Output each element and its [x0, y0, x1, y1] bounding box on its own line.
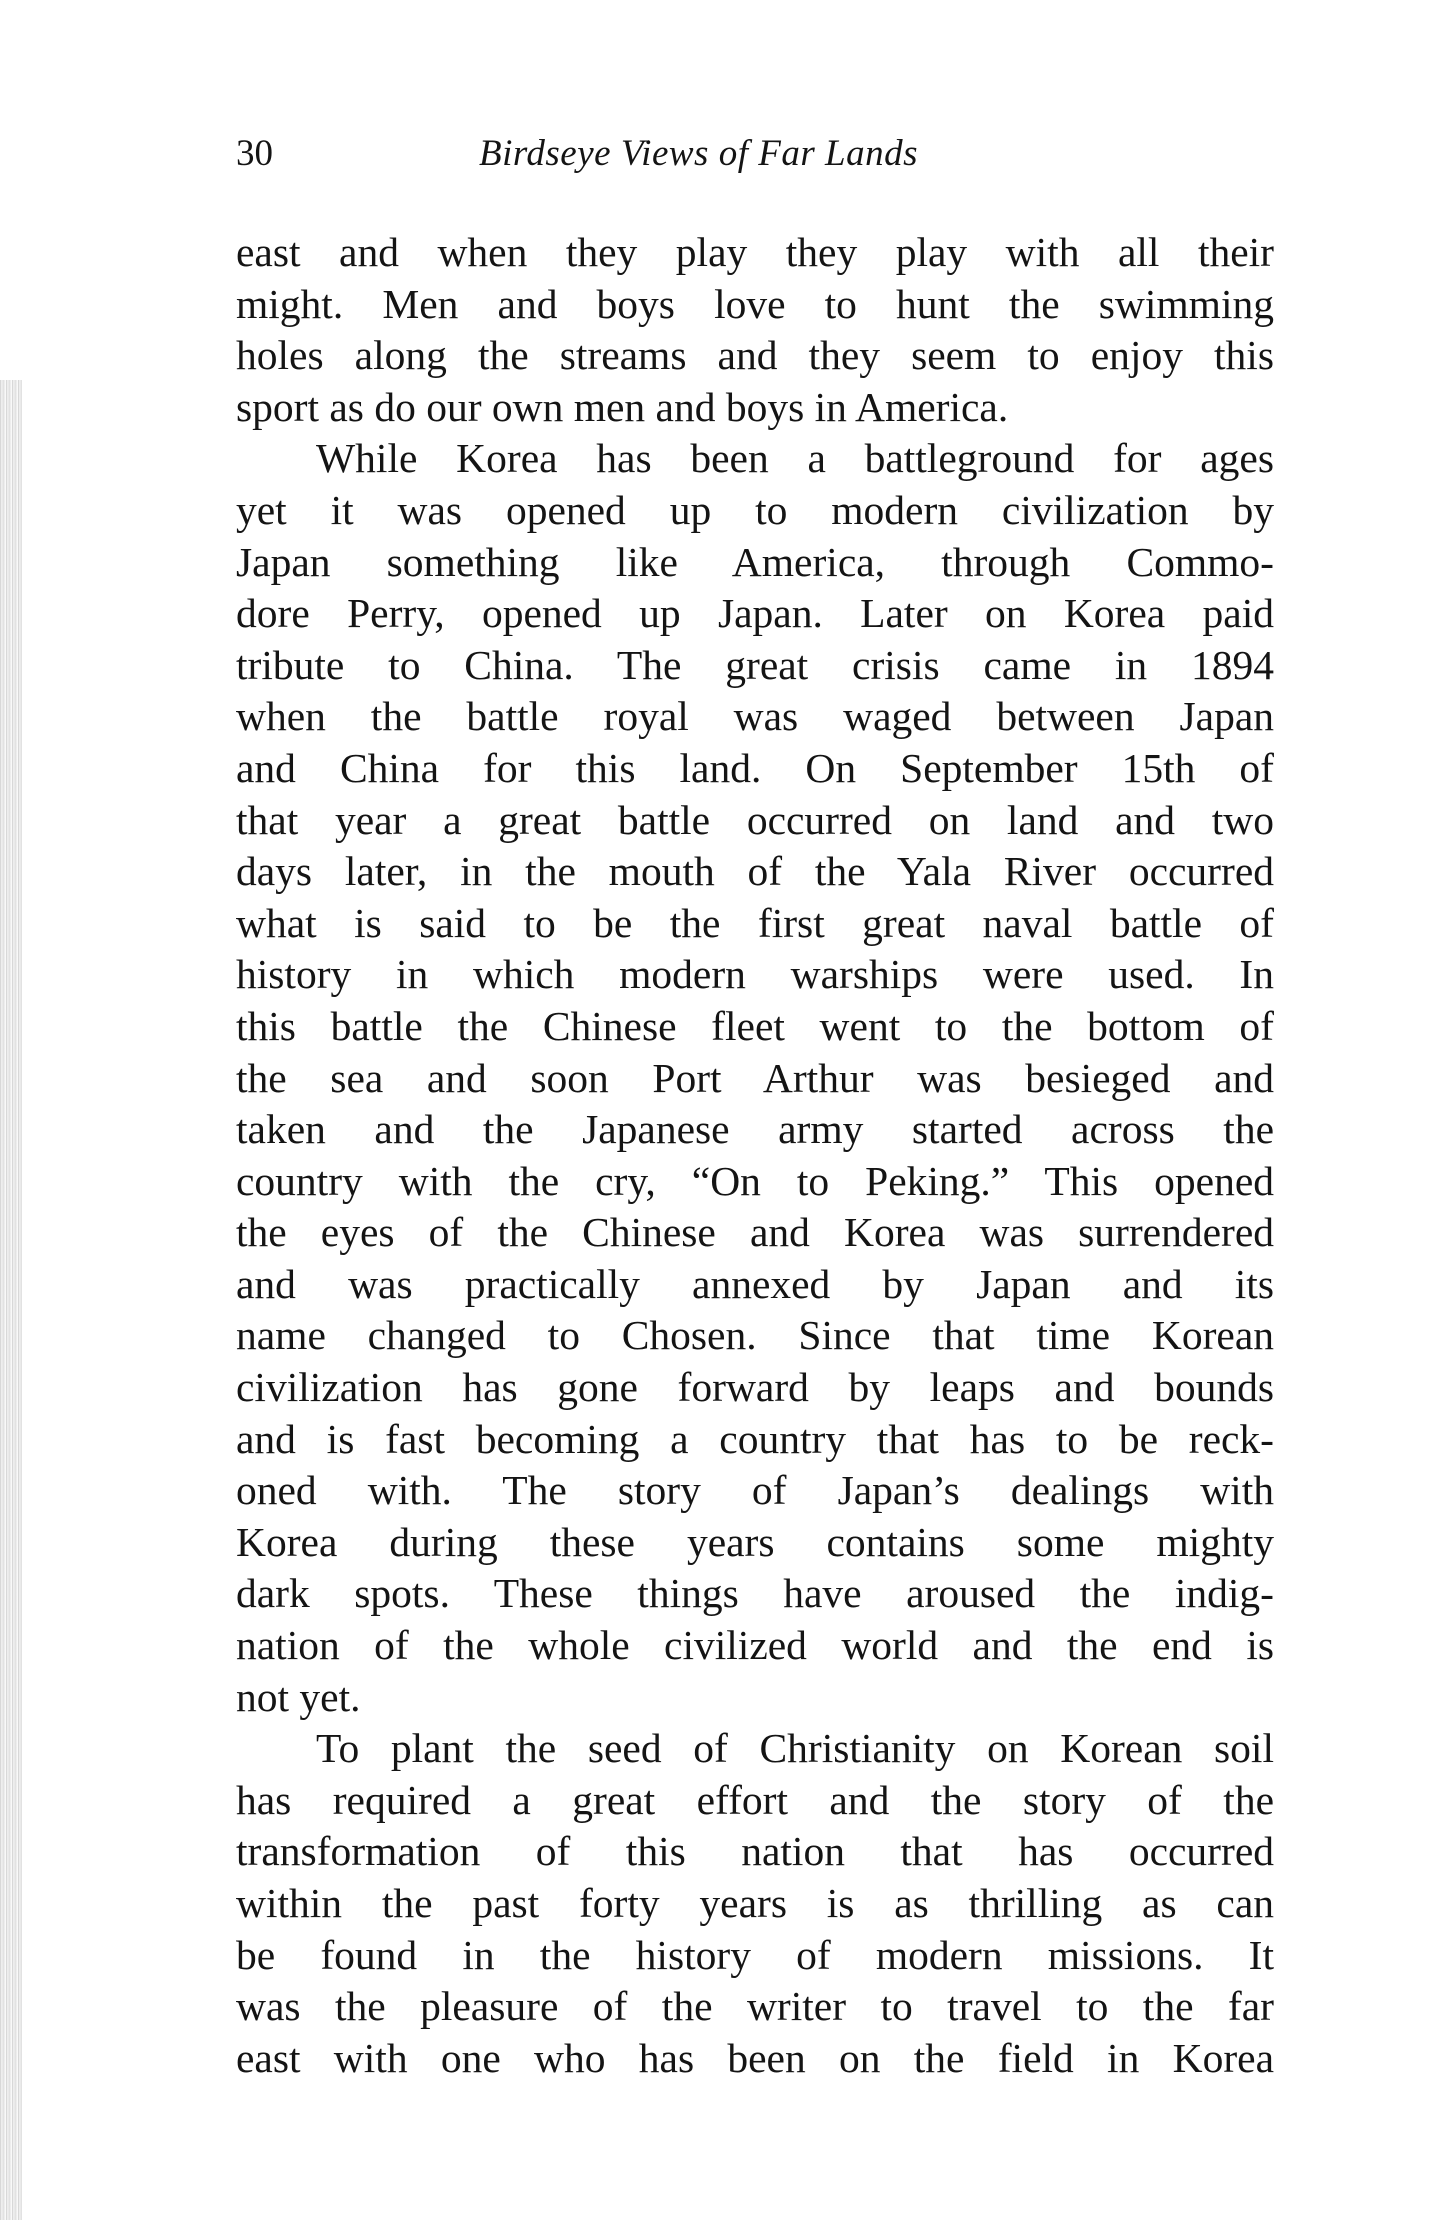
text-line: when the battle royal was waged between Japan — [236, 693, 1274, 740]
text-line: and was practically annexed by Japan and its — [236, 1260, 1274, 1307]
running-header — [236, 132, 1196, 182]
text-line: was the pleasure of the writer to travel to the far — [236, 1983, 1274, 2030]
text-line: be found in the history of modern missions. It — [236, 1931, 1274, 1978]
text-line: history in which modern warships were used. In — [236, 951, 1274, 998]
text-line: dore Perry, opened up Japan. Later on Korea paid — [236, 590, 1274, 637]
text-line: name changed to Chosen. Since that time Korean — [236, 1312, 1274, 1359]
text-line: and China for this land. On September 15th of — [236, 744, 1274, 791]
text-line: holes along the streams and they seem to enjoy this — [236, 332, 1274, 379]
text-line: transformation of this nation that has occurred — [236, 1828, 1274, 1875]
text-line: east with one who has been on the field in Korea — [236, 2034, 1274, 2081]
text-line: has required a great effort and the story of the — [236, 1776, 1274, 1823]
text-line: yet it was opened up to modern civilization by — [236, 486, 1274, 533]
text-line: country with the cry, “On to Peking.” This opened — [236, 1157, 1274, 1204]
page-number: 30 — [236, 133, 273, 174]
text-line: Korea during these years contains some mighty — [236, 1518, 1274, 1565]
text-line: what is said to be the first great naval battle of — [236, 899, 1274, 946]
running-title: Birdseye Views of Far Lands — [479, 133, 918, 174]
text-line: within the past forty years is as thrilling as can — [236, 1880, 1274, 1926]
text-line: Japan something like America, through Commo- — [236, 538, 1274, 585]
text-line: might. Men and boys love to hunt the swimming — [236, 280, 1274, 327]
text-line: the sea and soon Port Arthur was besieged and — [236, 1054, 1274, 1101]
text-line: east and when they play they play with all their — [236, 229, 1274, 275]
text-line: tribute to China. The great crisis came in 1894 — [236, 641, 1274, 688]
paragraph-first-line: While Korea has been a battleground for ages — [316, 435, 1274, 482]
text-line: not yet. — [236, 1673, 361, 1720]
text-line: oned with. The story of Japan’s dealings with — [236, 1467, 1274, 1514]
text-line: this battle the Chinese fleet went to the bottom of — [236, 1002, 1274, 1049]
text-line: taken and the Japanese army started across the — [236, 1106, 1274, 1153]
text-line: civilization has gone forward by leaps and bounds — [236, 1364, 1274, 1411]
paragraph-first-line: To plant the seed of Christianity on Korean soil — [316, 1725, 1274, 1772]
text-line: sport as do our own men and boys in America. — [236, 383, 1009, 430]
text-line: days later, in the mouth of the Yala River occurred — [236, 848, 1274, 895]
text-line: the eyes of the Chinese and Korea was surrendered — [236, 1209, 1274, 1256]
text-line: that year a great battle occurred on land and two — [236, 796, 1274, 843]
binding-gutter-shadow — [0, 380, 22, 2220]
text-line: dark spots. These things have aroused the indig- — [236, 1570, 1274, 1617]
text-line: and is fast becoming a country that has to be reck- — [236, 1415, 1274, 1462]
text-line: nation of the whole civilized world and the end is — [236, 1622, 1274, 1669]
body-text — [236, 227, 1274, 2084]
